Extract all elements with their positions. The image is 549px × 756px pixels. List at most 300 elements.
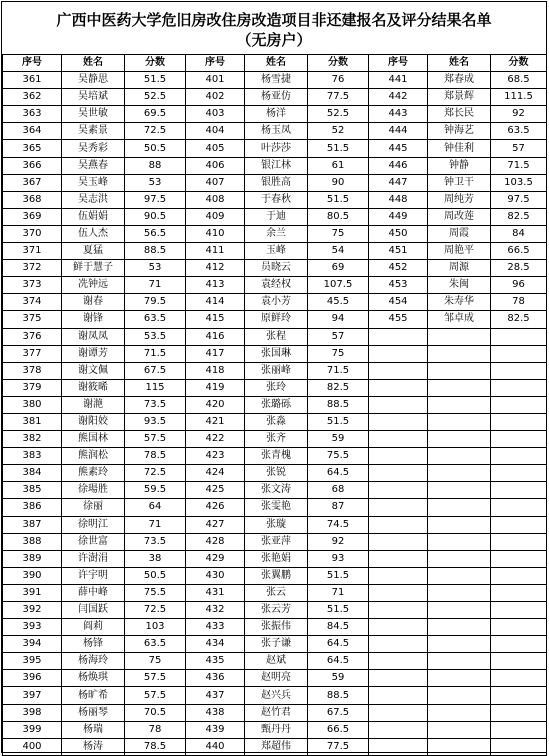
name-cell: 杨瑞 [62,721,125,738]
header-cell: 分数 [308,55,369,72]
score-cell: 51.5 [308,140,369,157]
seq-cell: 416 [186,328,245,345]
name-cell [428,328,491,345]
score-cell: 84 [491,225,547,242]
name-cell: 张程 [245,328,308,345]
document-title: 广西中医药大学危旧房改住房改造项目非还建报名及评分结果名单 [56,11,492,29]
name-cell: 杨锋 [62,636,125,653]
score-cell: 88.5 [308,687,369,704]
seq-cell [369,704,428,721]
name-cell: 郑超伟 [245,738,308,755]
score-cell: 96 [491,277,547,294]
score-cell: 97.5 [491,191,547,208]
seq-cell [369,482,428,499]
score-cell: 103.5 [491,174,547,191]
name-cell [428,516,491,533]
seq-cell: 374 [3,294,62,311]
table-row [3,602,547,619]
name-cell: 冼钟远 [62,277,125,294]
name-cell [428,653,491,670]
name-cell: 伍人杰 [62,225,125,242]
name-cell: 熊润松 [62,448,125,465]
seq-cell: 380 [3,396,62,413]
table-row [3,106,547,123]
score-cell: 75 [125,653,186,670]
table-row [3,362,547,379]
table-row [3,738,547,755]
score-cell [491,379,547,396]
table-row [3,584,547,601]
name-cell: 赵兴兵 [245,687,308,704]
seq-cell: 405 [186,140,245,157]
score-cell: 53 [125,174,186,191]
score-cell: 64.5 [308,465,369,482]
score-cell: 45.5 [308,294,369,311]
score-cell [491,550,547,567]
name-cell: 吴秀彩 [62,140,125,157]
score-cell: 107.5 [308,277,369,294]
name-cell: 袁经权 [245,277,308,294]
score-cell: 51.5 [308,567,369,584]
name-cell: 杨亚仿 [245,89,308,106]
seq-cell: 428 [186,533,245,550]
name-cell: 吴培斌 [62,89,125,106]
score-cell: 78 [125,721,186,738]
seq-cell: 425 [186,482,245,499]
name-cell: 员晓云 [245,260,308,277]
table-row [3,499,547,516]
score-cell: 61 [308,157,369,174]
score-cell: 54 [308,243,369,260]
score-cell: 73.5 [125,396,186,413]
score-cell [491,567,547,584]
score-cell: 74.5 [308,516,369,533]
name-cell: 谢筱晞 [62,379,125,396]
name-cell: 钟静 [428,157,491,174]
score-cell: 69 [308,260,369,277]
score-cell: 38 [125,550,186,567]
score-cell: 72.5 [125,602,186,619]
score-cell: 72.5 [125,465,186,482]
score-cell: 56.5 [125,225,186,242]
score-cell: 71 [125,516,186,533]
name-cell: 赵斌 [245,653,308,670]
name-cell: 杨丽琴 [62,704,125,721]
seq-cell [369,721,428,738]
seq-cell [369,602,428,619]
seq-cell: 440 [186,738,245,755]
seq-cell: 385 [3,482,62,499]
score-cell: 63.5 [491,123,547,140]
seq-cell: 391 [3,584,62,601]
name-cell: 吴玉峰 [62,174,125,191]
seq-cell [369,533,428,550]
table-row [3,72,547,89]
seq-cell: 426 [186,499,245,516]
score-cell: 78 [491,294,547,311]
name-cell: 张亚萍 [245,533,308,550]
seq-cell: 436 [186,670,245,687]
score-cell [491,738,547,755]
score-cell: 75 [308,345,369,362]
name-cell [428,670,491,687]
name-cell: 周改莲 [428,208,491,225]
score-cell [491,653,547,670]
score-cell: 79.5 [125,294,186,311]
seq-cell: 439 [186,721,245,738]
name-cell [428,738,491,755]
table-row [3,721,547,738]
name-cell: 于春秋 [245,191,308,208]
seq-cell: 382 [3,431,62,448]
name-cell: 熊国林 [62,431,125,448]
seq-cell [369,413,428,430]
name-cell: 银江林 [245,157,308,174]
seq-cell: 371 [3,243,62,260]
seq-cell: 365 [3,140,62,157]
table-row [3,653,547,670]
name-cell: 张子谦 [245,636,308,653]
name-cell: 甄丹丹 [245,721,308,738]
table-row [3,687,547,704]
seq-cell: 435 [186,653,245,670]
score-cell [491,431,547,448]
name-cell: 谢阳姣 [62,413,125,430]
seq-cell: 403 [186,106,245,123]
name-cell: 张翼鹏 [245,567,308,584]
name-cell: 阎莉 [62,619,125,636]
score-cell: 51.5 [308,191,369,208]
name-cell: 徐丽 [62,499,125,516]
seq-cell: 396 [3,670,62,687]
score-cell: 57 [491,140,547,157]
score-cell: 93 [308,550,369,567]
name-cell: 杨焕琪 [62,670,125,687]
score-cell: 59 [308,670,369,687]
score-cell: 64.5 [308,653,369,670]
table-row [3,123,547,140]
seq-cell: 445 [369,140,428,157]
name-cell: 郑景辉 [428,89,491,106]
seq-cell [369,738,428,755]
name-cell: 玉峰 [245,243,308,260]
score-cell [491,345,547,362]
name-cell: 杨洋 [245,106,308,123]
name-cell [428,448,491,465]
score-cell: 57.5 [125,431,186,448]
seq-cell: 447 [369,174,428,191]
seq-cell: 420 [186,396,245,413]
document-page [1,1,547,753]
name-cell: 徐瑒胜 [62,482,125,499]
seq-cell: 408 [186,191,245,208]
score-cell [491,413,547,430]
score-table [2,54,547,756]
seq-cell [369,584,428,601]
seq-cell: 377 [3,345,62,362]
name-cell: 吴素景 [62,123,125,140]
name-cell: 张艳娟 [245,550,308,567]
header-cell: 姓名 [245,55,308,72]
header-cell: 序号 [369,55,428,72]
seq-cell: 389 [3,550,62,567]
seq-cell [369,670,428,687]
seq-cell: 379 [3,379,62,396]
score-cell: 71 [308,584,369,601]
score-cell: 52 [308,123,369,140]
table-row [3,619,547,636]
score-cell: 73.5 [125,533,186,550]
score-cell: 67.5 [308,704,369,721]
seq-cell: 410 [186,225,245,242]
table-row [3,516,547,533]
name-cell [428,721,491,738]
score-cell: 88 [125,157,186,174]
name-cell [428,413,491,430]
name-cell: 谢谭芳 [62,345,125,362]
score-cell: 50.5 [125,140,186,157]
name-cell: 张璐砾 [245,396,308,413]
score-cell: 63.5 [125,636,186,653]
seq-cell: 373 [3,277,62,294]
seq-cell: 450 [369,225,428,242]
name-cell [428,550,491,567]
score-cell: 75.5 [125,584,186,601]
name-cell [428,533,491,550]
name-cell: 袁小芳 [245,294,308,311]
table-row [3,157,547,174]
score-cell: 77.5 [308,89,369,106]
score-cell: 75 [308,225,369,242]
name-cell: 于迪 [245,208,308,225]
name-cell: 徐世富 [62,533,125,550]
score-cell: 87 [308,499,369,516]
score-cell: 80.5 [308,208,369,225]
table-row [3,191,547,208]
seq-cell: 431 [186,584,245,601]
name-cell [428,431,491,448]
name-cell: 钟佳利 [428,140,491,157]
table-row [3,260,547,277]
score-cell: 84.5 [308,619,369,636]
score-cell [491,465,547,482]
seq-cell: 398 [3,704,62,721]
seq-cell: 415 [186,311,245,328]
seq-cell: 438 [186,704,245,721]
name-cell: 谢春 [62,294,125,311]
score-cell: 68 [308,482,369,499]
seq-cell: 376 [3,328,62,345]
name-cell: 杨涛 [62,738,125,755]
score-cell [491,584,547,601]
score-cell: 90 [308,174,369,191]
seq-cell [369,499,428,516]
score-cell [491,396,547,413]
seq-cell: 454 [369,294,428,311]
score-cell [491,533,547,550]
seq-cell: 386 [3,499,62,516]
name-cell: 张雯艳 [245,499,308,516]
score-cell: 53 [125,260,186,277]
seq-cell: 434 [186,636,245,653]
header-cell: 分数 [491,55,547,72]
seq-cell: 411 [186,243,245,260]
name-cell: 伍娟娟 [62,208,125,225]
seq-cell: 387 [3,516,62,533]
name-cell: 张国琳 [245,345,308,362]
name-cell: 钟卫干 [428,174,491,191]
name-cell [428,704,491,721]
score-cell: 94 [308,311,369,328]
score-cell: 90.5 [125,208,186,225]
seq-cell [369,328,428,345]
seq-cell [369,345,428,362]
document-subtitle: （无房户） [236,31,312,49]
name-cell [428,636,491,653]
name-cell: 钟海艺 [428,123,491,140]
score-cell [491,448,547,465]
score-cell: 66.5 [491,243,547,260]
score-cell: 66.5 [308,721,369,738]
name-cell [428,362,491,379]
table-row [3,550,547,567]
table-body [3,72,547,756]
seq-cell: 430 [186,567,245,584]
table-row [3,311,547,328]
name-cell: 吴志洪 [62,191,125,208]
seq-cell: 423 [186,448,245,465]
score-cell: 70.5 [125,704,186,721]
table-row [3,174,547,191]
name-cell: 吴世敏 [62,106,125,123]
table-row [3,294,547,311]
seq-cell [369,431,428,448]
score-cell: 63.5 [125,311,186,328]
seq-cell: 363 [3,106,62,123]
score-cell: 78.5 [125,448,186,465]
seq-cell: 362 [3,89,62,106]
score-cell: 82.5 [308,379,369,396]
table-row [3,208,547,225]
seq-cell: 412 [186,260,245,277]
seq-cell: 402 [186,89,245,106]
table-row [3,396,547,413]
name-cell [428,619,491,636]
table-row [3,448,547,465]
seq-cell: 370 [3,225,62,242]
seq-cell: 388 [3,533,62,550]
seq-cell [369,653,428,670]
score-cell [491,704,547,721]
seq-cell: 451 [369,243,428,260]
score-cell [491,619,547,636]
name-cell [428,482,491,499]
seq-cell: 364 [3,123,62,140]
seq-cell: 419 [186,379,245,396]
score-cell: 71.5 [491,157,547,174]
name-cell: 张锐 [245,465,308,482]
seq-cell: 393 [3,619,62,636]
seq-cell [369,516,428,533]
name-cell: 周源 [428,260,491,277]
score-cell: 97.5 [125,191,186,208]
name-cell: 杨雪捷 [245,72,308,89]
seq-cell: 375 [3,311,62,328]
name-cell: 赵明亮 [245,670,308,687]
score-cell: 57 [308,328,369,345]
seq-cell: 366 [3,157,62,174]
seq-cell: 399 [3,721,62,738]
name-cell: 郑春成 [428,72,491,89]
seq-cell: 401 [186,72,245,89]
score-cell: 52.5 [125,89,186,106]
score-cell: 64.5 [308,636,369,653]
table-row [3,89,547,106]
seq-cell: 378 [3,362,62,379]
name-cell: 朱闽 [428,277,491,294]
header-cell: 姓名 [62,55,125,72]
seq-cell: 381 [3,413,62,430]
score-cell: 92 [491,106,547,123]
score-cell: 75.5 [308,448,369,465]
table-row [3,465,547,482]
score-cell [491,636,547,653]
score-cell: 92 [308,533,369,550]
name-cell [428,396,491,413]
score-cell: 93.5 [125,413,186,430]
name-cell [428,345,491,362]
seq-cell: 452 [369,260,428,277]
seq-cell: 432 [186,602,245,619]
seq-cell: 455 [369,311,428,328]
seq-cell [369,362,428,379]
seq-cell: 453 [369,277,428,294]
seq-cell [369,379,428,396]
name-cell: 邹卓成 [428,311,491,328]
name-cell: 周艳平 [428,243,491,260]
name-cell: 杨玉凤 [245,123,308,140]
seq-cell [369,396,428,413]
seq-cell: 442 [369,89,428,106]
name-cell: 杨海玲 [62,653,125,670]
score-cell: 67.5 [125,362,186,379]
score-cell: 51.5 [308,602,369,619]
seq-cell: 409 [186,208,245,225]
seq-cell: 394 [3,636,62,653]
seq-cell [369,636,428,653]
seq-cell: 390 [3,567,62,584]
seq-cell: 414 [186,294,245,311]
name-cell [428,687,491,704]
score-cell [491,687,547,704]
name-cell: 郑长民 [428,106,491,123]
name-cell: 许宇明 [62,567,125,584]
seq-cell: 368 [3,191,62,208]
score-cell: 50.5 [125,567,186,584]
name-cell: 张璇 [245,516,308,533]
seq-cell: 441 [369,72,428,89]
score-cell: 88.5 [308,396,369,413]
seq-cell: 367 [3,174,62,191]
score-cell: 77.5 [308,738,369,755]
seq-cell: 417 [186,345,245,362]
score-cell [491,602,547,619]
seq-cell: 422 [186,431,245,448]
seq-cell: 407 [186,174,245,191]
score-cell [491,499,547,516]
score-cell [491,482,547,499]
table-row [3,379,547,396]
